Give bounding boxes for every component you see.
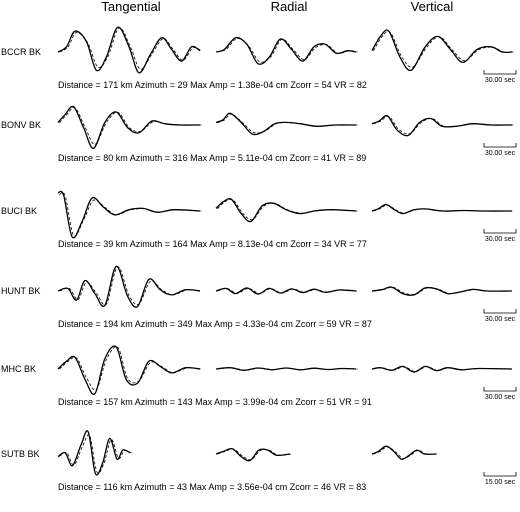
- synthetic-trace-tangential: [60, 107, 202, 144]
- observed-trace-vertical: [372, 287, 512, 295]
- synthetic-trace-tangential: [60, 267, 202, 305]
- observed-trace-radial: [216, 449, 290, 461]
- time-scale-label: 30.00 sec: [484, 150, 516, 157]
- time-scale-label: 30.00 sec: [484, 77, 516, 84]
- station-info: Distance = 116 km Azimuth = 43 Max Amp = 3.56e-04 cm Zcorr = 46 VR = 83: [58, 482, 367, 492]
- synthetic-trace-radial: [218, 449, 292, 460]
- observed-trace-vertical: [372, 366, 512, 372]
- observed-trace-tangential: [58, 106, 200, 148]
- station-info: Distance = 194 km Azimuth = 349 Max Amp = 4.33e-04 cm Zcorr = 59 VR = 87: [58, 319, 372, 329]
- synthetic-trace-vertical: [374, 31, 514, 67]
- observed-trace-vertical: [372, 446, 436, 459]
- time-scale-bar: [484, 229, 516, 233]
- observed-trace-radial: [216, 199, 356, 222]
- time-scale-bar: [484, 472, 516, 476]
- station-info: Distance = 171 km Azimuth = 29 Max Amp = 1.38e-04 cm Zcorr = 54 VR = 82: [58, 80, 367, 90]
- station-label: MHC BK: [1, 364, 37, 374]
- station-label: HUNT BK: [1, 286, 41, 296]
- column-title-tangential: Tangential: [101, 0, 161, 14]
- station-label: SUTB BK: [1, 449, 40, 459]
- observed-trace-radial: [216, 38, 356, 65]
- time-scale-bar: [484, 309, 516, 313]
- station-label: BUCI BK: [1, 206, 38, 216]
- time-scale-label: 15.00 sec: [484, 479, 516, 486]
- column-title-vertical: Vertical: [410, 0, 454, 14]
- observed-trace-vertical: [372, 204, 512, 213]
- time-scale-label: 30.00 sec: [484, 394, 516, 401]
- time-scale-bar: [484, 143, 516, 147]
- time-scale-bar: [484, 70, 516, 74]
- station-label: BONV BK: [1, 120, 42, 130]
- observed-trace-tangential: [58, 266, 200, 307]
- synthetic-trace-radial: [218, 114, 358, 133]
- station-info: Distance = 39 km Azimuth = 164 Max Amp = 8.13e-04 cm Zcorr = 34 VR = 77: [58, 239, 367, 249]
- observed-trace-radial: [216, 288, 356, 294]
- observed-trace-tangential: [58, 191, 200, 237]
- station-info: Distance = 80 km Azimuth = 316 Max Amp = 5.11e-04 cm Zcorr = 41 VR = 89: [58, 153, 367, 163]
- time-scale-bar: [484, 387, 516, 391]
- observed-trace-tangential: [58, 431, 130, 475]
- time-scale-label: 30.00 sec: [484, 316, 516, 323]
- synthetic-trace-vertical: [374, 447, 438, 459]
- synthetic-trace-radial: [218, 38, 358, 62]
- column-title-radial: Radial: [270, 0, 308, 14]
- synthetic-trace-tangential: [60, 192, 202, 236]
- observed-trace-radial: [216, 113, 356, 134]
- station-label: BCCR BK: [1, 47, 42, 57]
- observed-trace-vertical: [372, 116, 512, 136]
- time-scale-label: 30.00 sec: [484, 236, 516, 243]
- station-info: Distance = 157 km Azimuth = 143 Max Amp = 3.99e-04 cm Zcorr = 51 VR = 91: [58, 397, 372, 407]
- observed-trace-radial: [216, 368, 356, 371]
- observed-trace-tangential: [58, 27, 200, 73]
- observed-trace-tangential: [58, 346, 200, 394]
